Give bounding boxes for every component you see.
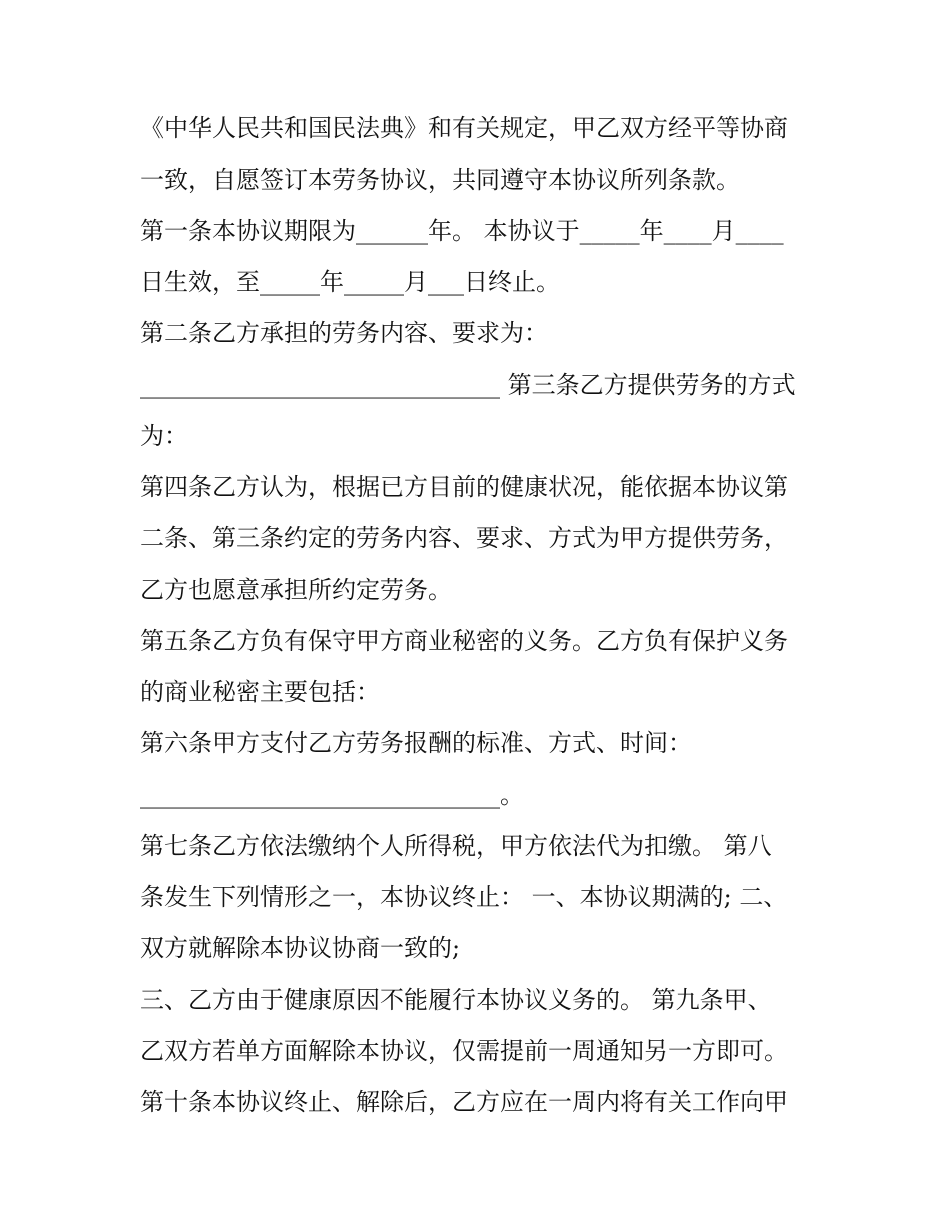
text-line: 二条、第三条约定的劳务内容、要求、方式为甲方提供劳务， <box>140 524 788 552</box>
text-line: 第五条乙方负有保守甲方商业秘密的义务。乙方负有保护义务 <box>140 627 788 655</box>
text-line: 日生效，至_____年_____月___日终止。 <box>140 268 560 296</box>
text-line: 第二条乙方承担的劳务内容、要求为： <box>140 319 548 347</box>
text-line: 第四条乙方认为，根据已方目前的健康状况，能依据本协议第 <box>140 473 788 501</box>
text-line: 乙方也愿意承担所约定劳务。 <box>140 576 452 604</box>
text-line: 乙双方若单方面解除本协议，仅需提前一周通知另一方即可。 <box>140 1037 788 1065</box>
text-line: 第六条甲方支付乙方劳务报酬的标准、方式、时间： <box>140 729 692 757</box>
text-line: 一致，自愿签订本劳务协议，共同遵守本协议所列条款。 <box>140 166 740 194</box>
text-line: 为： <box>140 422 188 450</box>
text-line: 第七条乙方依法缴纳个人所得税，甲方依法代为扣缴。 第八 <box>140 832 772 860</box>
text-line: 《中华人民共和国民法典》和有关规定，甲乙双方经平等协商 <box>140 114 788 142</box>
text-line: ______________________________。 <box>140 781 524 809</box>
text-line: 条发生下列情形之一，本协议终止： 一、本协议期满的; 二、 <box>140 883 788 911</box>
text-line: 第十条本协议终止、解除后，乙方应在一周内将有关工作向甲 <box>140 1088 788 1116</box>
text-line: 双方就解除本协议协商一致的; <box>140 934 461 962</box>
text-line: 三、乙方由于健康原因不能履行本协议义务的。 第九条甲、 <box>140 986 772 1014</box>
text-line: 第一条本协议期限为______年。 本协议于_____年____月____ <box>140 217 784 245</box>
text-line: 的商业秘密主要包括： <box>140 678 380 706</box>
text-line: ______________________________ 第三条乙方提供劳务的方式 <box>140 371 796 399</box>
